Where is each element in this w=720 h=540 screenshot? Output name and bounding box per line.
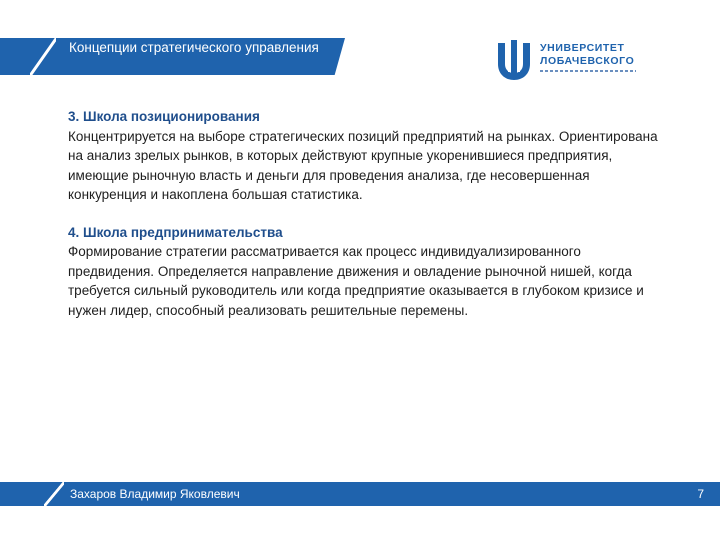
section-entrepreneurship-school [68, 223, 668, 321]
section-body: Формирование стратегии рассматривается как процесс индивидуализированного предвидения. Определяется направление движения и овладение рыночной нишей, когда требуется сильный руководитель или когда предприятие оказывается в глубоком кризисе и нужен лидер, способный реализовать решительные перемены. [68, 244, 644, 318]
footer-author: Захаров Владимир Яковлевич [70, 487, 240, 501]
section-heading: 4. Школа предпринимательства [68, 224, 283, 240]
logo-text-line2: ЛОБАЧЕВСКОГО [540, 55, 635, 67]
page-number: 7 [697, 487, 704, 501]
section-heading: 3. Школа позиционирования [68, 109, 260, 124]
footer-slash-decoration [44, 482, 64, 506]
logo-text-line1: УНИВЕРСИТЕТ [540, 42, 625, 54]
section-positioning-school [68, 107, 668, 205]
slide-content [68, 107, 668, 320]
university-logo-icon [494, 40, 534, 82]
logo-tagline-decoration [540, 70, 636, 72]
slide-title: Концепции стратегического управления [69, 40, 319, 55]
university-logo [494, 40, 644, 82]
header-slash-decoration [30, 38, 56, 75]
section-body: Концентрируется на выборе стратегических позиций предприятий на рынках. Ориентирована на анализ зрелых рынков, в которых действуют крупные укоренившиеся предприятия, имеющие рыночную власть и деньги для проведения анализа, где несовершенная конкуренция и накоплена большая статистика. [68, 128, 658, 202]
